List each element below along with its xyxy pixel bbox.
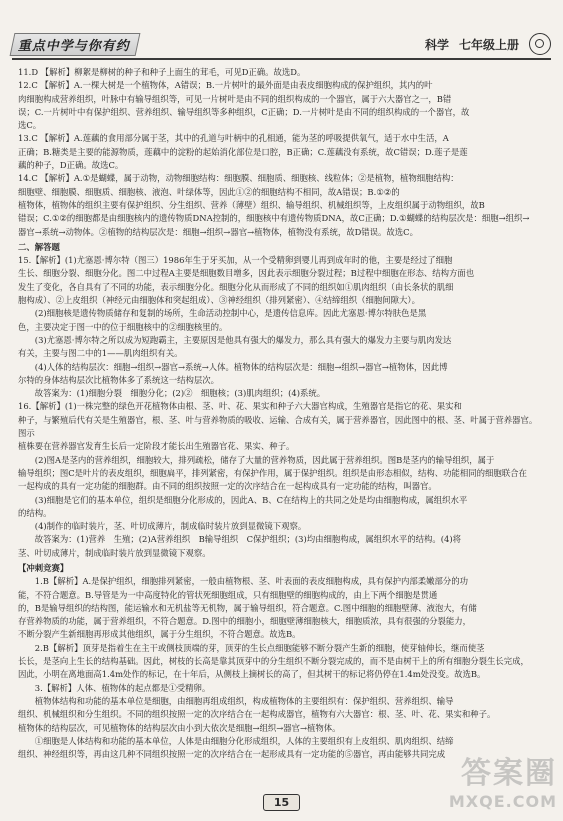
text-line: 植物体，植物体的组织主要有保护组织、分生组织、营养（薄壁）组织、输导组织、机械组织等，上皮组织属于动物组织，故B [18, 199, 485, 210]
text-line: 长长，是茎向上生长的结构基础。因此，树枝的长高是靠其顶芽中的分生组织不断分裂完成的，而不是由树干上的所有细胞分裂生长完成， [18, 656, 529, 667]
text-line: (4)制作的临时装片，茎、叶切成薄片，制成临时装片放到显微镜下观察。 [34, 521, 307, 532]
page-header [12, 30, 551, 60]
text-line: 器官→系统→动物体。②植物的结构层次是：细胞→组织→器官→植物体，植物没有系统，故D错误。故选C。 [18, 226, 418, 237]
text-line: 误；C.一片树叶中有保护组织、营养组织、输导组织等多种组织，C正确；D.一片树叶是由不同的组织构成的一个器官，故 [18, 106, 470, 117]
text-line: 组织、神经组织等，再由这几种不同组织按照一定的次序结合在一起形成具有一定功能的⑤器官，再由能够共同完成 [18, 749, 446, 760]
text-line: 15.【解析】(1)尤塞恩·博尔特（图三）1986年生于牙买加，从一个受精卵到婴儿再到成年时的他，主要是经过了细胞 [18, 255, 453, 266]
text-line: 3.【解析】人体、植物体的起点都是①受精卵。 [34, 682, 211, 693]
text-line: 尔特的身体结构层次比植物体多了系统这一结构层次。 [18, 374, 219, 385]
text-line: 13.C 【解析】A.莲藕的食用部分属于茎，其中的孔道与叶柄中的孔相通，能为茎的呼吸提供氧气，适于水中生活，A [18, 133, 449, 144]
text-line: 的结构。 [18, 507, 52, 518]
text-line: 植物体的结构层次，可见植物体的结构层次由小到大依次是细胞→组织→器官→植物体。 [18, 722, 341, 733]
text-line: 胞构成）、②上皮组织（神经元由细胞体和突起组成）、③神经组织（排列紧密）、④结缔组织（细胞间隙大）。 [18, 295, 420, 306]
text-line: 16.【解析】(1)一株完整的绿色开花植物体由根、茎、叶、花、果实和种子六大器官构成，生殖器官是指它的花、果实和 [18, 401, 462, 412]
page-footer [0, 794, 563, 811]
text-line: 存营养物质的功能，属于营养组织，不符合题意。D.图中的细胞小，细胞壁薄细胞核大，细胞质浓，具有很强的分裂能力， [18, 616, 471, 627]
text-line: 生长、细胞分裂、细胞分化。图二中过程A主要是细胞数目增多，因此表示细胞分裂过程；B过程中细胞在形态、结构方面也 [18, 268, 475, 279]
text-line: 错误；C.①②的细胞都是由细胞核内的遗传物质DNA控制的，细胞核中有遗传物质DNA，故C正确；D.①蝴蝶的结构层次是：细胞→组织→ [18, 213, 530, 224]
section-heading: 二、解答题 [18, 241, 60, 252]
text-line: 选C。 [18, 120, 42, 131]
answer-text [18, 66, 545, 761]
text-line: 组织、机械组织和分生组织。不同的组织按照一定的次序结合在一起构成器官，植物有六大器官：根、茎、叶、花、果实和种子。 [18, 709, 496, 720]
header-right [425, 33, 551, 55]
subject-label: 科学 [424, 37, 449, 52]
text-line: (4)人体的结构层次：细胞→组织→器官→系统→人体。植物体的结构层次是：细胞→组织→器官→植物体，因此博 [34, 361, 448, 372]
text-line: 故答案为：(1)营养 生殖；(2)A营养组织 B输导组织 C保护组织；(3)均由细胞构成，属组织水平的结构。(4)将 [34, 534, 461, 545]
emblem-icon [529, 33, 551, 55]
text-line: 14.C 【解析】A.①是蝴蝶，属于动物，动物细胞结构：细胞膜、细胞质、细胞核、线粒体；②是植物，植物细胞结构： [18, 173, 459, 184]
grade-label: 七年级上册 [458, 37, 519, 52]
text-line: 不断分裂产生新细胞再形成其他组织，属于分生组织，不符合题意。故选B。 [18, 629, 301, 640]
text-line: 1.B【解析】A.是保护组织，细胞排列紧密，一般由植物根、茎、叶表面的表皮细胞构成，具有保护内部柔嫩部分的功 [34, 576, 469, 587]
brand-banner: 重点中学与你有约 [10, 33, 141, 56]
text-line: 植株要在营养器官发育生长后一定阶段才能长出生殖器官花、果实、种子。 [18, 441, 295, 452]
text-line: 种子，与繁殖后代有关是生殖器官，根、茎、叶与营养物质的吸收、运输、合成有关，属于营养器官，因此图中的根、茎、叶属于营养器官。图示 [18, 414, 538, 439]
text-line: ①细胞是人体结构和功能的基本单位，人体是由细胞分化形成组织，人体的主要组织有上皮组织、肌肉组织、结缔 [34, 735, 454, 746]
text-line: 细胞壁、细胞膜、细胞质、细胞核、液泡、叶绿体等，因此①②的细胞结构不相同，故A错误；B.①②的 [18, 186, 400, 197]
text-line: 茎、叶切成薄片，制成临时装片放到显微镜下观察。 [18, 547, 211, 558]
text-line: 2.B【解析】顶芽是指着生在主干或侧枝顶端的芽，顶芽的生长点细胞能够不断分裂产生新的细胞，使芽轴伸长，继而使茎 [34, 642, 485, 653]
text-line: 能，不符合题意。B.导管是为一中高度特化的管状死细胞组成，只有细胞壁的细胞构成的，由上下两个细胞是贯通 [18, 589, 438, 600]
text-line: (3)尤塞恩·博尔特之所以成为短跑霸主，主要原因是他具有强大的爆发力，那么具有强大的爆发力主要与肌肉发达 [34, 334, 452, 345]
text-line: 12.C 【解析】A.一棵大树是一个植物体，A错误；B.一片树叶的最外面是由表皮细胞构成的保护组织，其内的叶 [18, 80, 433, 91]
text-line: 的，B是输导组织的结构图，能运输水和无机盐等无机物，属于输导组织，符合题意。C.图中细胞的细胞壁薄、液泡大，有储 [18, 602, 477, 613]
page-number: 15 [263, 794, 300, 811]
text-line: (2)细胞核是遗传物质储存和复制的场所，生命活动控制中心，是遗传信息库。因此尤塞恩·博尔特肤色是黑 [34, 308, 427, 319]
text-line: 发生了变化，各自具有了不同的功能，表示细胞分化。细胞分化从而形成了不同的组织如①肌肉组织（由长条状的肌细 [18, 281, 454, 292]
text-line: 肉细胞构成营养组织，叶脉中有输导组织等，可见一片树叶是由不同的组织构成的一个器官，属于六大器官之一，B错 [18, 93, 452, 104]
text-line: 正确；B.糖类是主要的能源物质，莲藕中的淀粉的起始消化部位是口腔，B正确；C.莲藕没有系统，故C错误；D.莲子是莲 [18, 146, 468, 157]
text-line: (2)图A是茎内的营养组织，细胞较大，排列疏松，储存了大量的营养物质，因此属于营养组织。图B是茎内的输导组织，属于 [34, 454, 495, 465]
section-heading: 【冲刺竞赛】 [18, 562, 69, 573]
text-line: 有关，主要与图二中的1——肌肉组织有关。 [18, 348, 183, 359]
watermark-url: MXQE.COM [448, 792, 557, 811]
text-line: (3)细胞是它们的基本单位，组织是细胞分化形成的，因此A、B、C在结构上的共同之处是均由细胞构成，属组织水平 [34, 494, 468, 505]
watermark-logo: 答案圈 [461, 756, 557, 791]
text-line: 输导组织；图C是叶片的表皮组织，细胞扁平，排列紧密，有保护作用，属于保护组织。组织是由形态相似，结构、功能相同的细胞联合在 [18, 467, 527, 478]
text-line: 一起构成的具有一定功能的细胞群。由不同的组织按照一定的次序结合在一起构成具有一定功能的结构，叫器官。 [18, 481, 437, 492]
text-line: 色，主要决定于图一中的位于细胞核中的②细胞核里的。 [18, 321, 228, 332]
text-line: 植物体结构和功能的基本单位是细胞，由细胞再组成组织，构成植物体的主要组织有：保护组织、营养组织、输导 [34, 695, 454, 706]
text-line: 故答案为：(1)细胞分裂 细胞分化；(2)② 细胞核；(3)肌肉组织；(4)系统。 [34, 388, 326, 399]
text-line: 11.D 【解析】柳絮是柳树的种子和种子上面生的茸毛，可见D正确。故选D。 [18, 67, 306, 77]
text-line: 藕的种子，D正确。故选C。 [18, 160, 124, 171]
text-line: 因此，小明在离地面高1.4m处作的标记，在十年后，从侧枝上摘树长的高了，但其树干的标记将仍停在1.4m处没变。故选B。 [18, 669, 486, 680]
